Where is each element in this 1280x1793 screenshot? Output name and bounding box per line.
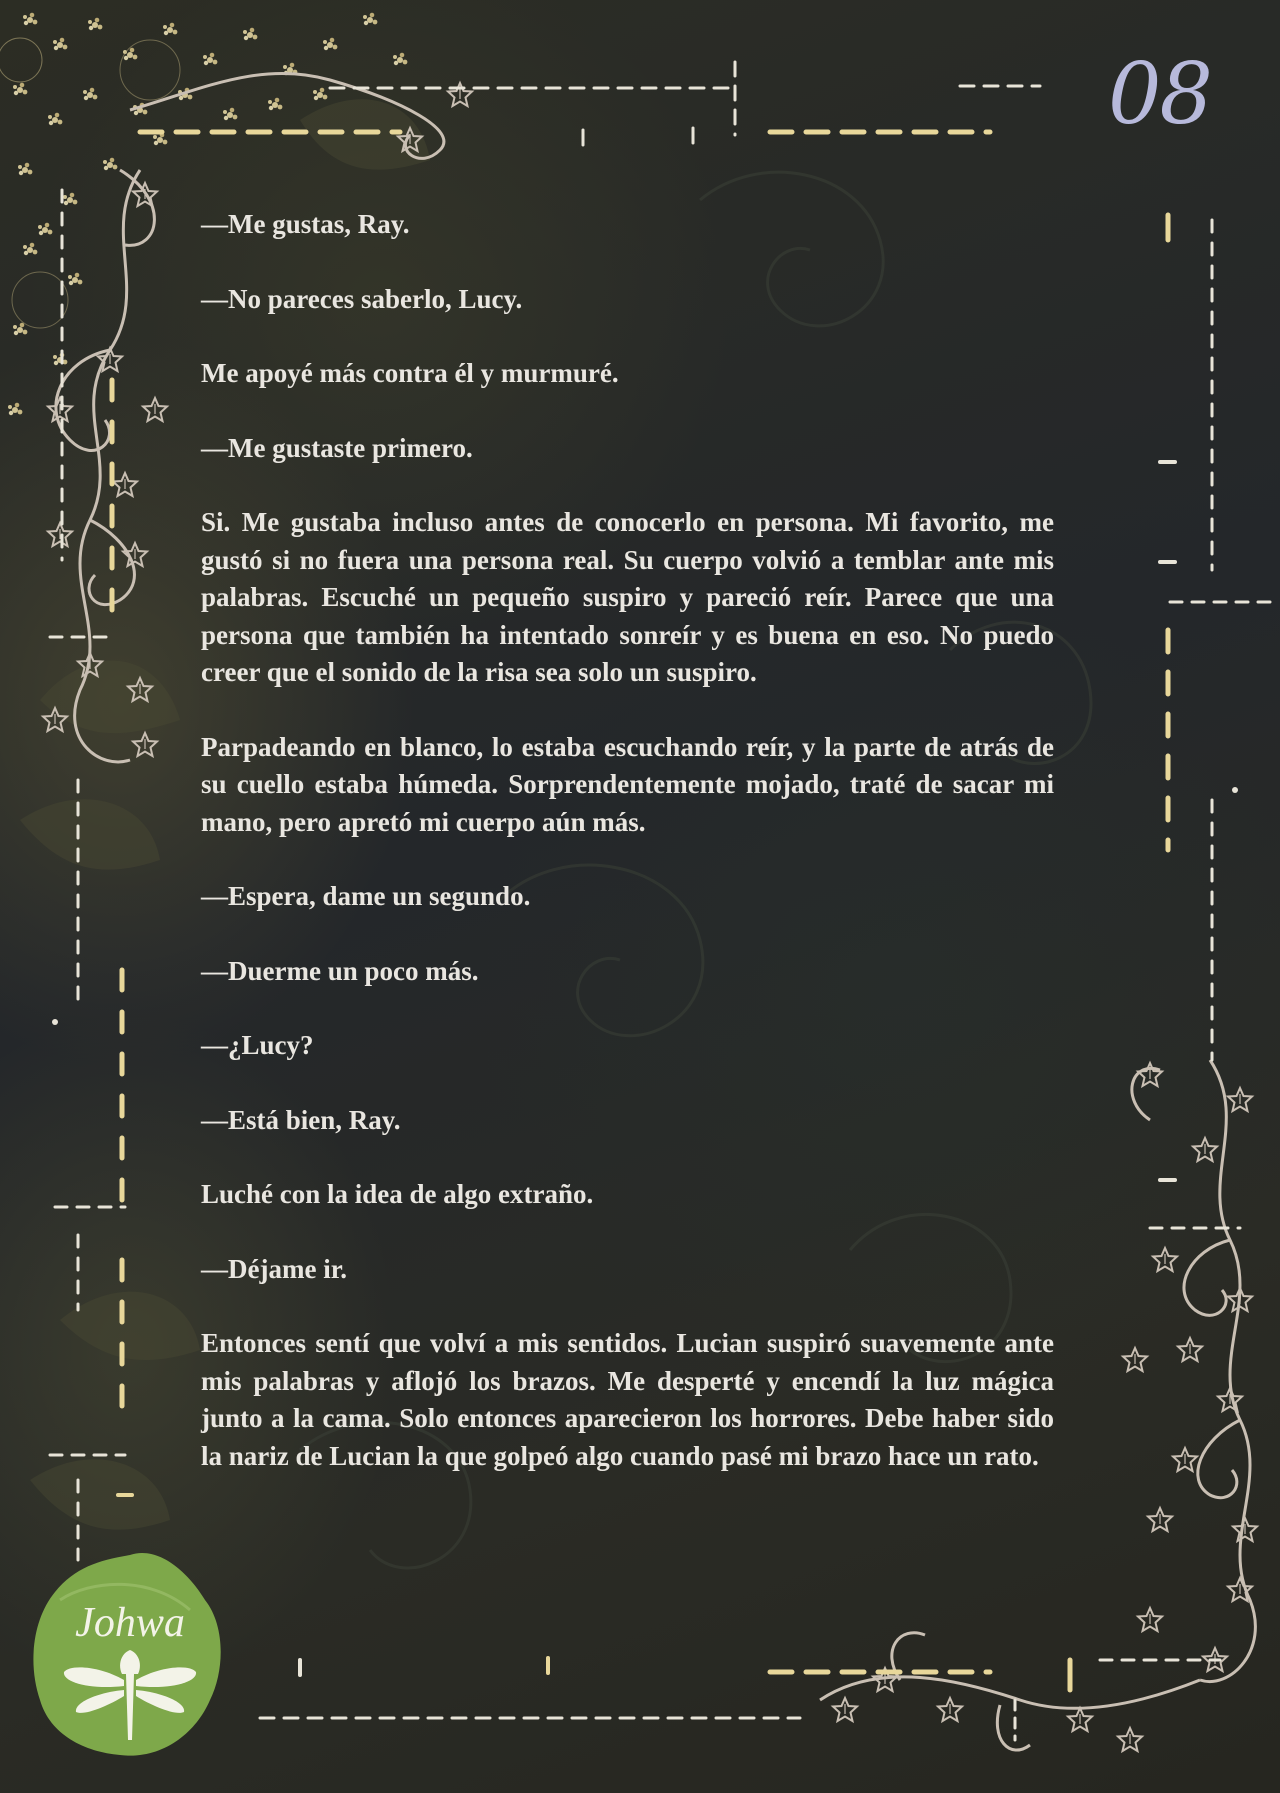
story-text xyxy=(201,206,1054,1475)
paragraph: —Está bien, Ray. xyxy=(201,1104,401,1135)
dragonfly-icon xyxy=(60,1640,200,1750)
paragraph: —Espera, dame un segundo. xyxy=(201,881,531,911)
paragraph: Entonces sentí que volví a mis sentidos. Lucian suspiró suavemente ante mis palabras y aflojó los brazos. Me desperté y encendí la luz mágica junto a la cama. Solo entonces aparecieron los horrores. Debe haber sido la nariz de Lucian la que golpeó algo cuando pasé mi brazo hace un rato. xyxy=(201,1328,1054,1471)
paragraph: —Me gustas, Ray. xyxy=(201,209,410,239)
paragraph: —No pareces saberlo, Lucy. xyxy=(201,283,523,314)
paragraph: —Duerme un poco más. xyxy=(201,955,479,986)
paragraph: Luché con la idea de algo extraño. xyxy=(201,1179,594,1209)
paragraph: Parpadeando en blanco, lo estaba escuchando reír, y la parte de atrás de su cuello estaba húmeda. Sorprendentemente mojado, traté de sacar mi mano, pero apretó mi cuerpo aún más. xyxy=(201,731,1054,837)
paragraph: —¿Lucy? xyxy=(201,1030,314,1060)
paragraph: Si. Me gustaba incluso antes de conocerlo en persona. Mi favorito, me gustó si no fuera una persona real. Su cuerpo volvió a temblar ante mis palabras. Escuché un pequeño suspiro y pareció reír. Parece que una persona que también ha intentado sonreír y es buena en eso. No puedo creer que el sonido de la risa sea solo un suspiro. xyxy=(201,507,1054,687)
logo-text: Johwa xyxy=(75,1600,185,1646)
paragraph: —Déjame ir. xyxy=(201,1253,347,1284)
paragraph: Me apoyé más contra él y murmuré. xyxy=(201,358,619,388)
paragraph: —Me gustaste primero. xyxy=(201,432,473,463)
page-number: 08 xyxy=(1108,45,1211,143)
